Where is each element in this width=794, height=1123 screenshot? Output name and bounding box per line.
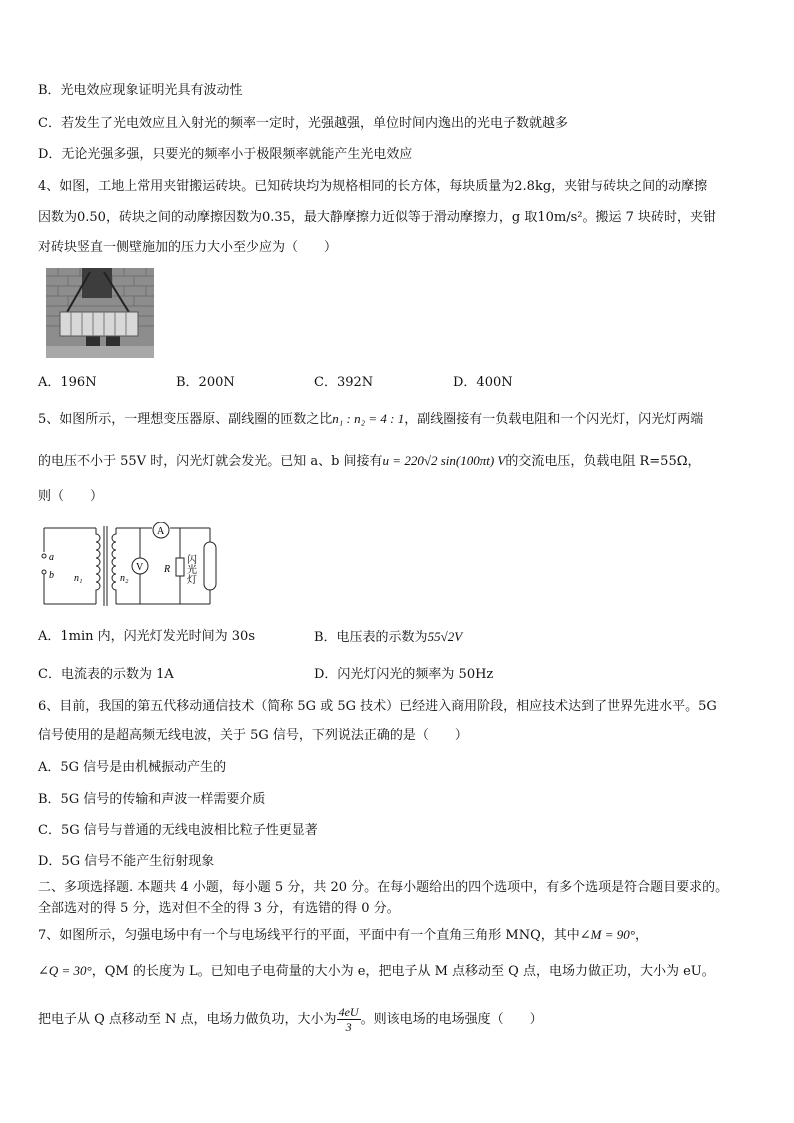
q7-fraction-denominator: 3 [345,1020,352,1034]
q4-option-b: B．200N [176,375,235,390]
q5-option-b-value: 55√2V [427,629,463,644]
q4-stem-line3: 对砖块竖直一侧壁施加的压力大小至少应为（ ） [38,240,338,255]
brick-clamp-photo [46,268,154,358]
terminal-a-label: a [49,552,54,563]
q7-angle-q: ∠Q = 30° [38,963,92,978]
q6-option-a: A．5G 信号是由机械振动产生的 [38,760,227,775]
q6-stem-line1: 6、目前，我国的第五代移动通信技术（简称 5G 或 5G 技术）已经进入商用阶段，相应技术达到了世界先进水平。5G [38,699,717,714]
lamp-label: 闪光灯 [184,554,196,584]
q5-stem-line1 [38,410,703,429]
q7-angle-m: ∠M = 90° [579,927,635,942]
terminal-b-label: b [49,570,54,581]
transformer-circuit-diagram [40,522,230,612]
q5-option-b-text: B．电压表的示数为 [314,630,428,645]
q7-stem-line1 [38,926,648,945]
resistor-label: R [164,564,171,575]
q3-option-b: B．光电效应现象证明光具有波动性 [38,83,243,98]
q6-stem-line2: 信号使用的是超高频无线电波，关于 5G 信号，下列说法正确的是（ ） [38,728,468,743]
q5-stem-line2-text-a: 的电压不小于 55V 时，闪光灯就会发光。已知 a、b 间接有 [38,454,383,469]
q4-option-a: A．196N [38,375,97,390]
q5-option-d: D．闪光灯闪光的频率为 50Hz [314,667,494,682]
q4-stem-line1: 4、如图，工地上常用夹钳搬运砖块。已知砖块均为规格相同的长方体，每块质量为2.8kg，夹钳与砖块之间的动摩擦 [38,179,708,194]
q7-stem-line3 [38,1005,543,1035]
q5-stem-line2-text-b: 的交流电压，负载电阻 R=55Ω， [505,454,701,469]
ammeter-label: A [157,526,165,537]
q5-stem-line2 [38,452,701,471]
q7-stem-line1-text-a: 7、如图所示，匀强电场中有一个与电场线平行的平面，平面中有一个直角三角形 MNQ，其中 [38,928,580,943]
section2-header-line2: 全部选对的得 5 分，选对但不全的得 3 分，有选错的得 0 分。 [38,901,400,916]
secondary-turns-label: n₂ [120,573,129,584]
q6-option-c: C．5G 信号与普通的无线电波相比粒子性更显著 [38,823,318,838]
q7-stem-line2-text: ，QM 的长度为 L。已知电子电荷量的大小为 e，把电子从 M 点移动至 Q 点，电场力做正功，大小为 eU。 [91,964,715,979]
primary-turns-label: n₁ [74,573,83,584]
q6-option-d: D．5G 信号不能产生衍射现象 [38,854,215,869]
q5-turns-ratio: n₁ : n₂ = 4 : 1 [332,411,405,426]
q3-option-c: C．若发生了光电效应且入射光的频率一定时，光强越强，单位时间内逸出的光电子数就越多 [38,116,568,131]
q5-option-c: C．电流表的示数为 1A [38,667,174,682]
q5-stem-line3: 则（ ） [38,489,104,504]
q4-option-c: C．392N [314,375,374,390]
q7-fraction [337,1005,361,1034]
q7-stem-line3-text-b: 。则该电场的电场强度（ ） [360,1012,543,1027]
q7-stem-line2 [38,962,715,981]
q4-stem-line2: 因数为0.50，砖块之间的动摩擦因数为0.35，最大静摩擦力近似等于滑动摩擦力，g 取10m/s²。搬运 7 块砖时，夹钳 [38,210,717,225]
q7-fraction-numerator: 4eU [338,1005,359,1019]
q7-stem-line3-text-a: 把电子从 Q 点移动至 N 点，电场力做负功，大小为 [38,1012,337,1027]
q3-option-d: D．无论光强多强，只要光的频率小于极限频率就能产生光电效应 [38,147,413,162]
q7-stem-line1-text-b: ， [634,928,648,943]
q5-voltage-formula: u = 220√2 sin(100πt) V [382,453,506,468]
voltmeter-label: V [136,562,144,573]
q6-option-b: B．5G 信号的传输和声波一样需要介质 [38,792,266,807]
q4-option-d: D．400N [453,375,513,390]
q5-stem-line1-text-b: ，副线圈接有一负载电阻和一个闪光灯，闪光灯两端 [404,412,704,427]
section2-header-line1: 二、多项选择题. 本题共 4 小题，每小题 5 分，共 20 分。在每小题给出的四个选项中，有多个选项是符合题目要求的。 [38,880,729,895]
q5-option-a: A．1min 内，闪光灯发光时间为 30s [38,629,255,644]
q5-stem-line1-text-a: 5、如图所示，一理想变压器原、副线圈的匝数之比 [38,412,333,427]
q5-option-b [314,628,462,647]
